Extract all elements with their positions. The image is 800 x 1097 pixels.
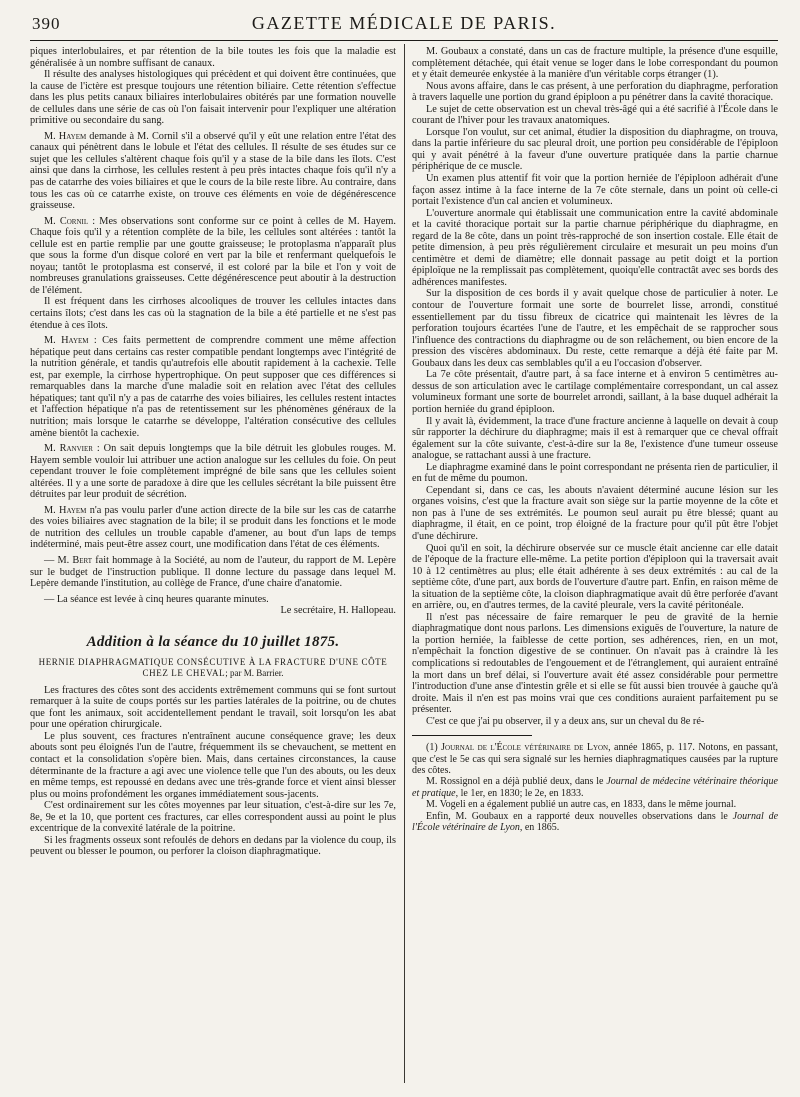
paragraph [30, 443, 396, 501]
left-column [30, 46, 396, 858]
paragraph-text: demande à M. Cornil s'il a observé qu'il y eût une relation entre l'état des canaux qui pénètrent dans le lobule et l'état des cellules. Il résulte de ses études sur ce sujet que les cellules s'altèrent chaque fois qu'il y a stase de la bile dans les îlots. C'est ainsi que dans la cirrhose, les cellules restent à peu près intactes chaque fois qu'il n'y a pas de catarrhe des voies biliaires et que le cours de la bile reste libre. Au contraire, dans tous les cas où ce catarrhe existe, on trouve ces éléments en voie de dégénérescence graisseuse. [30, 130, 396, 212]
article-subhead [30, 657, 396, 679]
footnote-rule [412, 735, 532, 736]
paragraph: Le sujet de cette observation est un cheval très-âgé qui a été sacrifié à l'École dans le courant de l'hiver pour les travaux anatomiques. [412, 103, 778, 127]
journal-reference: Journal de médecine vétérinaire théorique et pratique [412, 776, 778, 799]
paragraph: Le diaphragme examiné dans le point correspondant ne présenta rien de particulier, il en fut de même du poumon. [412, 461, 778, 485]
header-rule [30, 40, 778, 41]
paragraph-text: : On sait depuis longtemps que la bile détruit les globules rouges. M. Hayem semble vouloir lui attribuer une action analogue sur les cellules du foie. On peut cependant trouver le foie complètement imprégné de bile sans que les cellules soient altérées. Il y a une sorte de paradoxe à dire que les cellules sécrétant la bile puissent être détruites par leur produit de sécrétion. [30, 443, 396, 501]
paragraph: Lorsque l'on voulut, sur cet animal, étudier la disposition du diaphragme, on trouva, dans la partie inférieure du sac pleural droit, une portion peu considérable de l'épiploon qui y avait pénétré à la faveur d'une ouverture pratiquée dans la partie charnue périphérique de ce muscle. [412, 126, 778, 173]
footnote-text: M. Rossignol en a déjà publié deux, dans le [426, 776, 607, 788]
paragraph: La 7e côte présentait, d'autre part, à sa face interne et à environ 5 centimètres au-dessus de son articulation avec le cartilage complémentaire correspondant, un cal assez volumineux formant une sorte de bourrelet arrondi, saillant, à la base duquel adhérait la portion herniée du grand épiploon. [412, 369, 778, 415]
paragraph: Les fractures des côtes sont des accidents extrêmement communs qui se font surtout remarquer à la suite de coups portés sur les parties latérales de la poitrine, ou de chutes que font les animaux, soit accidentellement pendant le travail, soit lorsqu'on les abat pour une opération chirurgicale. [30, 684, 396, 731]
speaker-name: M. Hayem [44, 504, 87, 516]
running-head [30, 12, 778, 38]
paragraph: C'est ce que j'ai pu observer, il y a deux ans, sur un cheval du 8e ré- [426, 715, 705, 727]
paragraph-text: n'a pas voulu parler d'une action directe de la bile sur les cas de catarrhe des voies biliaires avec stagnation de la bile; il se produit dans les fonctions et le mode de nutrition des cellules un trouble capable d'amener, au bout d'un laps de temps indéterminé, mais peut-être assez court, une modification dans l'état de ces éléments. [30, 504, 396, 551]
paragraph: Il résulte des analyses histologiques qui précèdent et qui doivent être continuées, que la cause de l'ictère est presque toujours une rétention biliaire. Cette rétention s'effectue dans les plus petits canaux biliaires interlobulaires obitérés par une formation nouvelle de cellules dans une série de cas où l'on faisait intervenir pour l'expliquer une altération primitive ou secondaire du sang. [30, 69, 396, 127]
paragraph-text: : Ces faits permettent de comprendre comment une même affection hépatique peut dans certains cas rester compatible pendant longtemps avec l'intégrité de la nutrition générale, et tandis qu'autrefois elle aboutit rapidement à la cachexie. Telle est, par exemple, la cirrhose hypertrophique. On peut supposer que ces différences si remarquables dans la marche d'une maladie soit en relation avec l'état des cellules hépatiques; tant qu'il n'y a pas de catarrhe des voies biliaires, les cellules restent intactes et l'affection hépatique n'a pas de retentissement sur les phénomènes généraux de la nutrition; mais lorsque le catarrhe se développe, l'altération consécutive des cellules amène bientôt la cachexie. [30, 335, 396, 439]
paragraph-text: fait hommage à la Société, au nom de l'auteur, du rapport de M. Lepère sur le budget de l'instruction publique. Il donne lecture du passage dans lequel M. Lepère demande l'institution, au collège de France, d'une chaire d'anatomie. [30, 554, 396, 590]
paragraph: Il est fréquent dans les cirrhoses alcooliques de trouver les cellules intactes dans certains îlots; c'est dans les cas où la stagnation de la bile a été partielle et ne s'est pas étendue à ces îlots. [30, 296, 396, 331]
paragraph [30, 216, 396, 297]
footnote-text: , le 1er, en 1830; le 2e, en 1833. [455, 787, 584, 799]
paragraph: Sur la disposition de ces bords il y avait quelque chose de particulier à noter. Le contour de l'ouverture formait une sorte de bourrelet lisse, arrondi, constitué essentiellement par du tissu fibreux de cicatrice qui maintenait les lèvres de la perforation toujours écartées l'une de l'autre, et les empêchait de se rapprocher sous l'influence des contractions du diaphragme ou de son relâchement, ou bien encore de la pression des viscères abdominaux. Du reste, cette remarque a déjà été faite par M. Goubaux dans les deux cas semblables qu'il a eu l'occasion d'observer. [412, 288, 778, 369]
footnote [412, 776, 778, 799]
footnote-text: , en 1865. [519, 822, 560, 834]
paragraph: Le plus souvent, ces fractures n'entraînent aucune conséquence grave; les deux abouts sont peu éloignés l'un de l'autre, fréquemment ils se chevauchent, se mettent en contact et la consolidation s'opère bien. Mais, dans certaines circonstances, la cause déterminante de la fracture a agi avec une violence telle que l'un des abouts, ou les deux en même temps, est repoussé en dedans avec une très-grande force et vient ainsi blesser plus ou moins profondément les organes immédiatement sous-jacents. [30, 730, 396, 800]
column-divider [404, 44, 405, 1083]
article-title: HERNIE DIAPHRAGMATIQUE CONSÉCUTIVE À LA FRACTURE D'UNE CÔTE CHEZ LE CHEVAL [38, 656, 388, 678]
paragraph: Si les fragments osseux sont refoulés de dehors en dedans par la violence du coup, ils peuvent ou blesser le poumon, ou perforer la cloison diaphragmatique. [30, 834, 396, 858]
dash-prefix: — M. [44, 554, 73, 566]
paragraph: Il y avait là, évidemment, la trace d'une fracture ancienne à laquelle on devait à coup sûr rapporter la déchirure du diaphragme; mais il est à remarquer que ce cheval offrait également sur la côte suivante, c'est-à-dire sur la 8e, l'existence d'une tumeur osseuse analogue, se rattachant aussi à une fracture. [412, 415, 778, 462]
paragraph: L'ouverture anormale qui établissait une communication entre la cavité abdominale et la cavité thoracique portait sur la partie charnue périphérique du diaphragme, en regard de la 8e côte, dans un point très-rapproché de son insertion costale. Elle était de petite dimension, à peu près régulièrement circulaire et mesurait un peu moins d'un centimètre et demi de diamètre; elle donnait passage au petit doigt et la portion épiploïque ne la remplissait pas complètement, quoiqu'elle contractât avec ses bords des adhérences manifestes. [412, 207, 778, 288]
paragraph: Il n'est pas nécessaire de faire remarquer le peu de gravité de la hernie diaphragmatique dont nous parlons. Les dimensions exiguës de l'ouverture, la nature de la portion herniée, la faiblesse de cette portion, ses adhérences, rien, en un mot, n'empêchait la fonction digestive de se continuer. On n'avait pas à craindre là les complications si redoutables de l'engouement et de l'étranglement, qui auraient entraîné la mort dans un bref délai, si l'ouverture avait été assez considérable pour permettre l'introduction d'une anse d'intestin grêle et si elle se fût aussi bien trouvée à gauche qu'à droite. Mais il n'en est pas moins vrai que ces conditions auraient parfaitement pu se présenter. [412, 611, 778, 716]
paragraph [30, 505, 396, 551]
footnote [412, 811, 778, 834]
paragraph: Quoi qu'il en soit, la déchirure observée sur ce muscle était ancienne car elle datait de l'époque de la fracture elle-même. La petite portion d'épiploon qui la traversait avait 10 à 12 centimètres au plus; elle était adhérente à ses deux extrémités : au cal de la septième côte, d'une part, aux bords de l'ouverture d'autre part. Enfin, en raison même de la situation de la septième côte, la cloison diaphragmatique avait dû être perforée d'avant en arrière, ou, en d'autres termes, de la cavité pleurale, vers la cavité péritonéale. [412, 542, 778, 612]
section-heading: Addition à la séance du 10 juillet 1875. [86, 633, 340, 650]
paragraph: C'est ordinairement sur les côtes moyennes par leur situation, c'est-à-dire sur les 7e, 8e, 9e et la 10, que portent ces fractures, car elles correspondent aussi au point le plus excentrique de la convexité latérale de la poitrine. [30, 800, 396, 835]
paragraph [30, 335, 396, 439]
journal-reference: Journal de l'École vétérinaire de Lyon [441, 742, 609, 754]
footnote-marker: (1) [426, 742, 442, 754]
paragraph [30, 131, 396, 212]
paragraph: piques interlobulaires, et par rétention de la bile toutes les fois que la maladie est généralisée à un nombre suffisant de canaux. [30, 46, 396, 69]
paragraph: Cependant si, dans ce cas, les abouts n'avaient déterminé aucune lésion sur les organes voisins, c'est que la fracture avait son siège sur la partie moyenne de la côte et non pas à l'une de ses extrémités. Le poumon seul aurait pu être blessé; quant au diaphragme, il était, en ce point, trop éloigné de la fracture pour qu'il pût être l'objet d'une déchirure. [412, 484, 778, 542]
paragraph: Nous avons affaire, dans le cas présent, à une perforation du diaphragme, perforation à travers laquelle une portion du grand épiploon a pu pénétrer dans la cavité thoracique. [412, 80, 778, 104]
paragraph: M. Goubaux a constaté, dans un cas de fracture multiple, la présence d'une esquille, complètement détachée, qui était venue se loger dans le lobe correspondant du poumon et y était demeurée enkystée à la manière d'un véritable corps étranger (1). [412, 46, 778, 81]
right-column [412, 46, 778, 834]
speaker-name: M. Hayem [44, 130, 87, 142]
secretary-signature: Le secrétaire, H. Hallopeau. [280, 605, 396, 617]
footnote [412, 742, 778, 776]
speaker-name: M. Ranvier [44, 443, 93, 455]
paragraph-text: : Mes observations sont conforme sur ce point à celles de M. Hayem. Chaque fois qu'il y a rétention complète de la bile, les cellules sont altérées : tantôt la cellule est en partie remplie par une goutte graisseuse; le protoplasma n'apparaît plus que sous la forme d'un disque coloré en vert par la bile et renfermant quelquefois le noyau; tantôt le protoplasma est conservé, il est coloré par la bile et l'on y voit de nombreuses granulations graisseuses. Cette dégénérescence peut aboutir à la destruction de l'élément. [30, 215, 396, 296]
footnote-text: Enfin, M. Goubaux en a rapporté deux nouvelles observations dans le [426, 810, 733, 822]
speaker-name: Bert [72, 554, 93, 566]
journal-reference: Journal de l'École vétérinaire de Lyon [412, 810, 779, 834]
speaker-name: M. Hayem [44, 335, 89, 347]
paragraph [30, 555, 396, 590]
session-close: — La séance est levée à cinq heures quarante minutes. [44, 593, 269, 605]
paragraph: Un examen plus attentif fit voir que la portion herniée de l'épiploon adhérait d'une façon assez intime à la face interne de la 7e côte sternale, dans un point où celle-ci portait l'existence d'un cal ancien et volumineux. [412, 173, 778, 208]
footnote: M. Vogeli en a également publié un autre cas, en 1833, dans le même journal. [426, 799, 737, 811]
article-author: ; par M. Barrier. [225, 667, 284, 678]
footnotes [412, 742, 778, 833]
journal-title: GAZETTE MÉDICALE DE PARIS. [251, 13, 557, 33]
footnote-text: , année 1865, p. 117. Notons, en passant, que c'est le 5e cas qui sera signalé sur les hernies diaphragmatiques causées par la rupture des côtes. [412, 742, 778, 777]
page-number: 390 [32, 14, 61, 33]
speaker-name: M. Cornil [44, 215, 89, 227]
